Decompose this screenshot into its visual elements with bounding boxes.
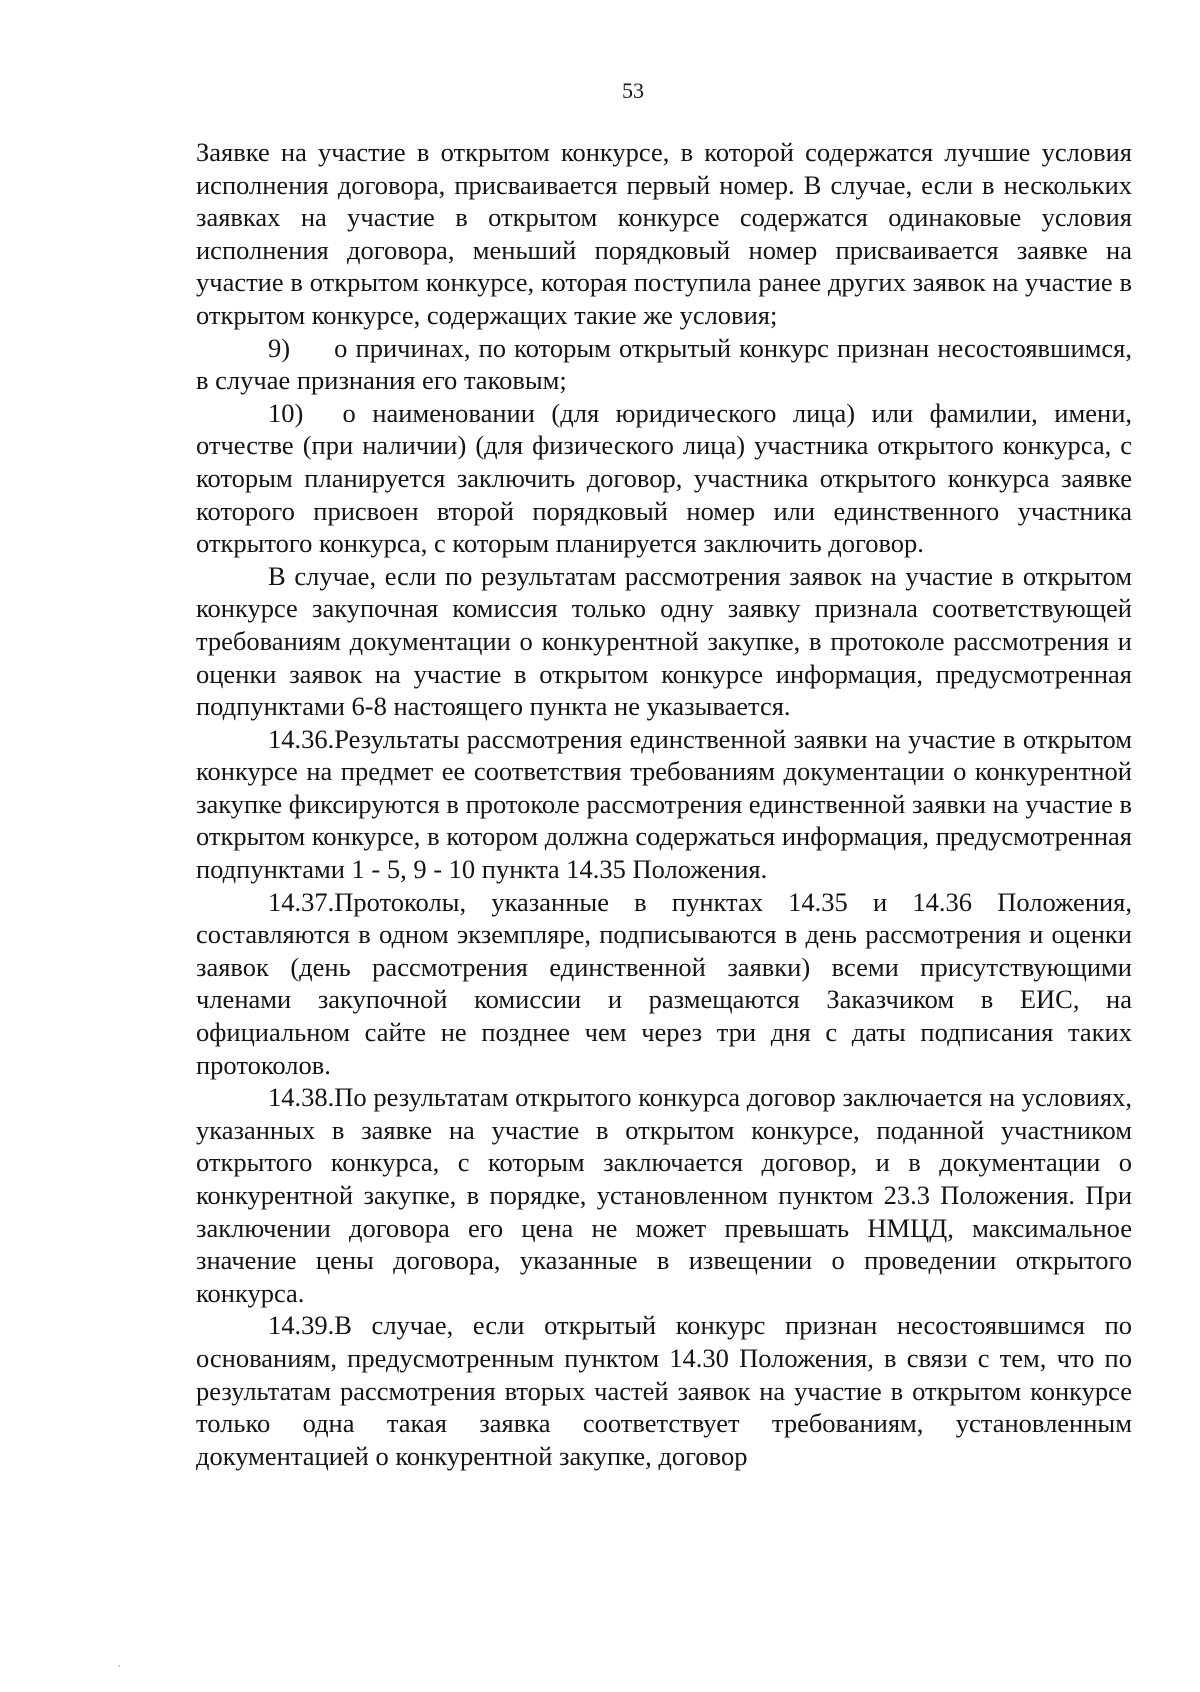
list-item-10-text: о наименовании (для юридического лица) или фамилии, имени, отчестве (при наличии) (для физического лица) участника открытого конкурса, с которым планируется заключить договор, участника открытого конкурса заявке которого присвоен второй порядковый номер или единственного участника открытого конкурса, с которым планируется заключить договор. bbox=[196, 397, 1133, 559]
paragraph-14-36: 14.36.Результаты рассмотрения единственной заявки на участие в открытом конкурсе на предмет ее соответствия требованиям документации о конкурентной закупке фиксируются в протоколе рассмотрения единственной заявки на участие в открытом конкурсе, в котором должна содержаться информация, предусмотренная подпунктами 1 - 5, 9 - 10 пункта 14.35 Положения. bbox=[196, 723, 1132, 885]
paragraph-14-37: 14.37.Протоколы, указанные в пунктах 14.35 и 14.36 Положения, составляются в одном экземпляре, подписываются в день рассмотрения и оценки заявок (день рассмотрения единственной заявки) всеми присутствующими членами закупочной комиссии и размещаются Заказчиком в ЕИС, на официальном сайте не позднее чем через три дня с даты подписания таких протоколов. bbox=[196, 886, 1132, 1080]
list-item-9-text: о причинах, по которым открытый конкурс признан несостоявшимся, в случае признания его таковым; bbox=[196, 332, 1132, 396]
paragraph-single-application-case: В случае, если по результатам рассмотрения заявок на участие в открытом конкурсе закупочная комиссия только одну заявку признала соответствующей требованиям документации о конкурентной закупке, в протоколе рассмотрения и оценки заявок на участие в открытом конкурсе информация, предусмотренная подпунктами 6-8 настоящего пункта не указывается. bbox=[196, 560, 1132, 722]
document-body bbox=[196, 136, 1132, 1472]
paragraph-14-38: 14.38.По результатам открытого конкурса договор заключается на условиях, указанных в заявке на участие в открытом конкурсе, поданной участником открытого конкурса, с которым заключается договор, и в документации о конкурентной закупке, в порядке, установленном пунктом 23.3 Положения. При заключении договора его цена не может превышать НМЦД, максимальное значение цены договора, указанные в извещении о проведении открытого конкурса. bbox=[196, 1082, 1132, 1308]
paragraph-14-39: 14.39.В случае, если открытый конкурс признан несостоявшимся по основаниям, предусмотренным пунктом 14.30 Положения, в связи с тем, что по результатам рассмотрения вторых частей заявок на участие в открытом конкурсе только одна такая заявка соответствует требованиям, установленным документацией о конкурентной закупке, договор bbox=[196, 1310, 1132, 1471]
list-item-10-number: 10) bbox=[268, 397, 304, 428]
list-item-9-number: 9) bbox=[268, 332, 291, 363]
page-number: 53 bbox=[622, 78, 644, 103]
list-item-10 bbox=[196, 397, 1132, 560]
list-item-9 bbox=[196, 332, 1132, 397]
paragraph-ranking: Заявке на участие в открытом конкурсе, в которой содержатся лучшие условия исполнения договора, присваивается первый номер. В случае, если в нескольких заявках на участие в открытом конкурсе содержатся одинаковые условия исполнения договора, меньший порядковый номер присваивается заявке на участие в открытом конкурсе, которая поступила ранее других заявок на участие в открытом конкурсе, содержащих такие же условия; bbox=[196, 137, 1132, 330]
scan-artifact-dot bbox=[118, 1665, 120, 1667]
